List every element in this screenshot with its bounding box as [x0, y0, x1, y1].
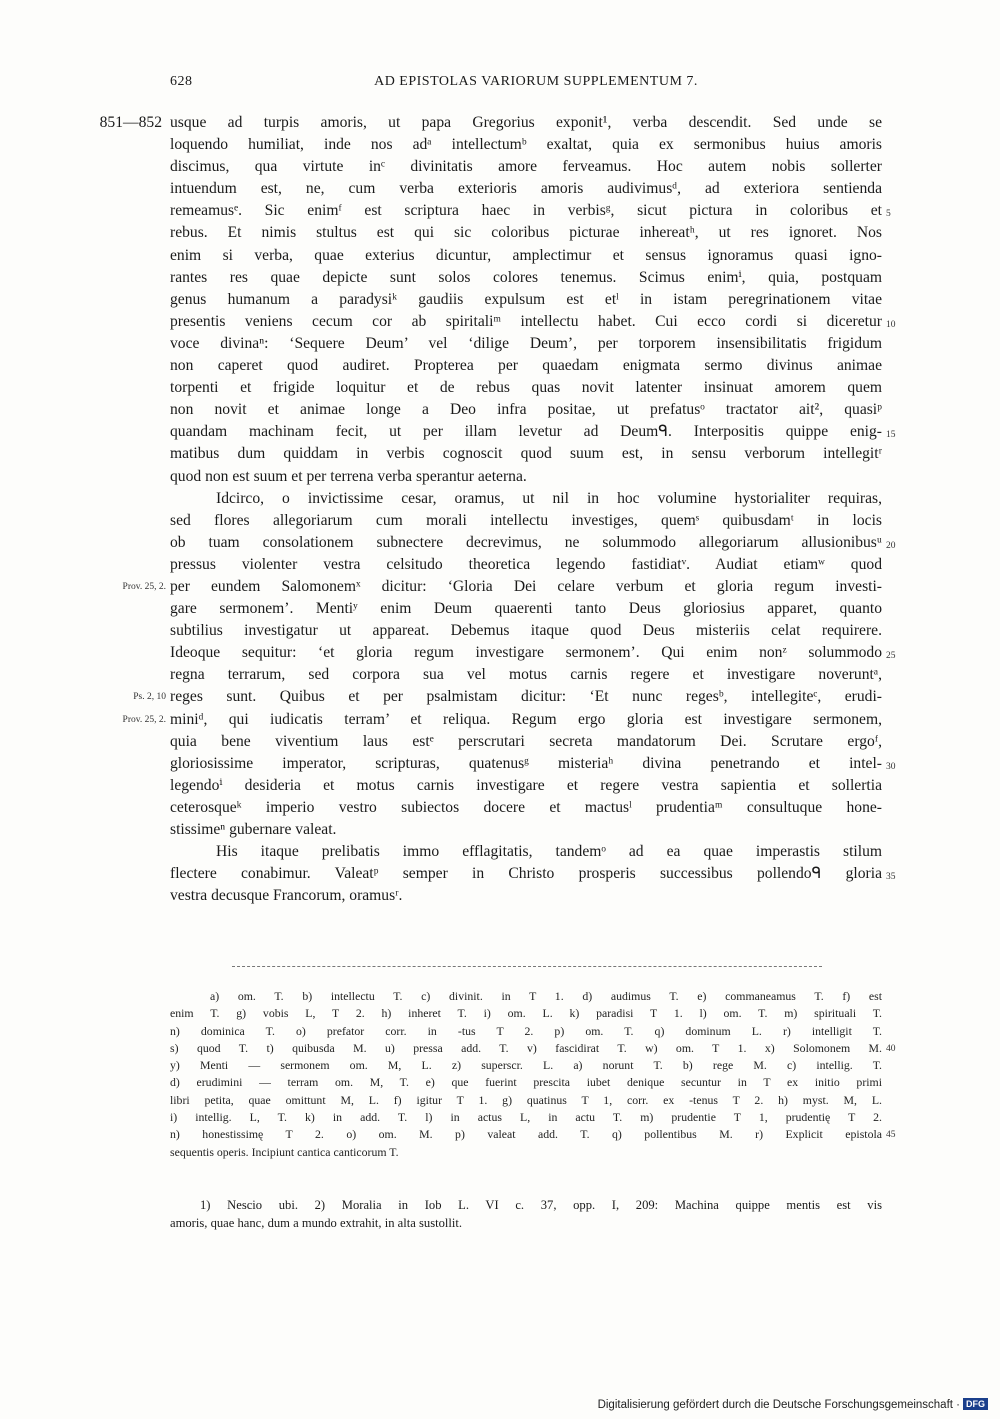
apparatus-divider [232, 966, 822, 967]
text-line: genus humanum a paradysiᵏ gaudiis expulsum est etˡ in istam peregrinationem vitae [170, 290, 882, 308]
text-line: His itaque prelibatis immo efflagitatis, tandemᵒ ad ea quae imperastis stilum [216, 843, 882, 861]
text-line: remeamusᵉ. Sic enimᶠ est scriptura haec in verbisᵍ, sicut pictura in coloribus et 5 [170, 200, 882, 222]
margin-reference: Ps. 2, 10 [133, 692, 166, 703]
text-line: rantes res quae depicte sunt solos colores tenemus. Scimus enimⁱ, quia, postquam [170, 268, 882, 286]
page-header [170, 74, 882, 94]
funding-text: Digitalisierung gefördert durch die Deutsche Forschungsgemeinschaft · [597, 1399, 960, 1411]
text-line: rebus. Et nimis stultus est qui sic coloribus picturae inhereatʰ, ut res ignoret. Nos [170, 224, 882, 242]
line-number: 30 [886, 761, 896, 772]
running-title: AD EPISTOLAS VARIORUM SUPPLEMENTUM 7. [374, 74, 698, 89]
text-line: non novit et animae longe a Deo infra positae, ut prefatusᵒ tractator ait², quasiᵖ [170, 401, 882, 419]
text-line: legendoⁱ desideria et motus carnis investigare et regere vestra sapientia et sollertia [170, 776, 882, 794]
apparatus-line: s) quod T. t) quibusda M. u) pressa add. T. v) fascidirat T. w) om. T 1. x) Solomonem M. 40 [170, 1040, 882, 1057]
text-line: ceterosqueᵏ imperio vestro subiectos docere et mactusˡ prudentiaᵐ consultuque hone- [170, 798, 882, 816]
apparatus-line: y) Menti — sermonem om. M, L. z) superscr. L. a) norunt T. b) rege M. c) intellig. T. [170, 1058, 882, 1073]
text-line: non caperet quod audiret. Propterea per quaedam enigmata sermo divinus animae [170, 357, 882, 375]
text-line: voce divinaⁿ: ‘Sequere Deum’ vel ‘dilige Deum’, per torporem insensibilitatis frigidum [170, 334, 882, 352]
line-number: 35 [886, 872, 896, 883]
funding-notice [598, 1398, 988, 1411]
text-line: Ps. 2, 10 reges sunt. Quibus et per psalmistam dicitur: ‘Et nunc regesᵇ, intellegiteᶜ, erudi- [170, 686, 882, 708]
footnote-line: amoris, quae hanc, dum a mundo extrahit, in alta sustollit. [170, 1216, 463, 1230]
text-line: flectere conabimur. Valeatᵖ semper in Christo prosperis successibus pollendoᑫ gloria 35 [170, 863, 882, 885]
apparatus-line: d) erudimini — terram om. M, T. e) que fuerint prescita iubet denique secuntur in T ex initio primi [170, 1075, 882, 1090]
range-label: 851—852 [99, 114, 162, 131]
text-line: pressus violenter vestra celsitudo theoretica legendo fastidiatᵛ. Audiat etiamʷ quod [170, 555, 882, 573]
text-line: enim si verba, quae exterius dicuntur, amplectimur et sensus ignoramus quasi igno- [170, 246, 882, 264]
page-number: 628 [170, 74, 193, 89]
margin-reference: Prov. 25, 2. [122, 581, 166, 592]
margin-reference: Prov. 25, 2. [122, 714, 166, 725]
text-line: quia bene viventium laus estᵉ perscrutari secreta mandatorum Dei. Scrutare ergoᶠ, [170, 732, 882, 750]
text-line: quod non est suum et per terrena verba sperantur aeterna. [170, 467, 527, 485]
text-line: discimus, qua virtute inᶜ divinitatis amore ferveamus. Hoc autem nobis sollerter [170, 158, 882, 176]
line-number: 5 [886, 209, 891, 220]
line-number: 15 [886, 430, 896, 441]
line-number: 20 [886, 540, 896, 551]
apparatus-line: enim T. g) vobis L, T 2. h) inheret T. i) om. L. k) paradisi T 1. l) om. T. m) spirituali T. [170, 1006, 882, 1021]
text-line: Prov. 25, 2. miniᵈ, qui iudicatis terram’ et reliqua. Regum ergo gloria est investigare sermonem, [170, 709, 882, 731]
apparatus-line: libri petita, quae omittunt M, L. f) igitur T 1. g) quatinus T 1, corr. ex -tenus T 2. h) myst. M, L. [170, 1092, 882, 1107]
apparatus-line: a) om. T. b) intellectu T. c) divinit. in T 1. d) audimus T. e) commaneamus T. f) est [210, 989, 882, 1003]
text-line: presentis veniens cecum cor ab spiritaliᵐ intellectu habet. Cui ecco cordi si diceretur 10 [170, 311, 882, 333]
text-line: Ideoque sequitur: ‘et gloria regum investigare sermonem’. Qui enim nonᶻ solummodo 25 [170, 642, 882, 664]
apparatus-line: sequentis operis. Incipiunt cantica canticorum T. [170, 1144, 399, 1159]
text-line: regna terrarum, sed corpora sua vel motus carnis regere et investigare noveruntᵃ, [170, 666, 882, 684]
text-line: Prov. 25, 2. per eundem Salomonemˣ dicitur: ‘Gloria Dei celare verbum et gloria regum investi- [170, 576, 882, 598]
apparatus-line: i) intellig. L, T. k) in add. T. l) in actus L, in actu T. m) prudentie T 1, prudentię T 2. [170, 1110, 882, 1125]
text-line: matibus dum quiddam in verbis cognoscit quod suum est, in sensu verborum intellegitʳ [170, 445, 882, 463]
footnote-line: 1) Nescio ubi. 2) Moralia in Iob L. VI c. 37, opp. I, 209: Machina quippe mentis est vis [200, 1198, 882, 1212]
text-line: intuendum est, ne, cum verba exterioris amoris audivimusᵈ, ad exteriora sentienda [170, 180, 882, 198]
text-line: gare sermonem’. Mentiʸ enim Deum quaerenti tanto Deus gloriosius apparet, quanto [170, 600, 882, 618]
text-line: quandam machinam fecit, ut per illam levetur ad Deumᑫ. Interpositis quippe enig- 15 [170, 421, 882, 443]
apparatus-line: n) dominica T. o) prefator corr. in -tus T 2. p) om. T. q) dominum L. r) intelligit T. [170, 1023, 882, 1038]
line-number: 25 [886, 651, 896, 662]
text-line: stissimeⁿ gubernare valeat. [170, 821, 337, 838]
text-line: gloriosissime imperator, scripturas, quatenusᵍ misteriaʰ divina penetrando et intel- 30 [170, 753, 882, 775]
footnotes [170, 1196, 882, 1232]
line-number: 40 [886, 1043, 896, 1054]
apparatus-line: n) honestissimę T 2. o) om. M. p) valeat add. T. q) pollentibus M. r) Explicit epistola 45 [170, 1126, 882, 1143]
text-line: torpenti et frigide loquitur et de rebus quas novit latenter insinuat amorem quem [170, 379, 882, 397]
text-line: loquendo humiliat, inde nos adᵃ intellectumᵇ exaltat, quia ex sermonibus huius amoris [170, 136, 882, 154]
main-text [99, 112, 896, 907]
line-number: 10 [886, 319, 896, 330]
text-line: sed flores allegoriarum cum morali intellectu investiges, quemˢ quibusdamᵗ in locis [170, 511, 882, 529]
text-line: 851—852 usque ad turpis amoris, ut papa Gregorius exponit¹, verba descendit. Sed unde se [170, 112, 882, 134]
text-line: ob tuam consolationem subnectere decrevimus, ne solummodo allegoriarum allusionibusᵘ 20 [170, 532, 882, 554]
text-line: vestra decusque Francorum, oramusʳ. [170, 887, 403, 905]
text-line: subtilius investigatur ut appareat. Debemus itaque quod Deus misteriis celat requirere. [170, 622, 882, 640]
dfg-logo: DFG [963, 1398, 988, 1410]
critical-apparatus [170, 988, 896, 1161]
line-number: 45 [886, 1130, 896, 1141]
text-line: Idcirco, o invictissime cesar, oramus, ut nil in hoc volumine hystorialiter requiras, [216, 489, 882, 507]
